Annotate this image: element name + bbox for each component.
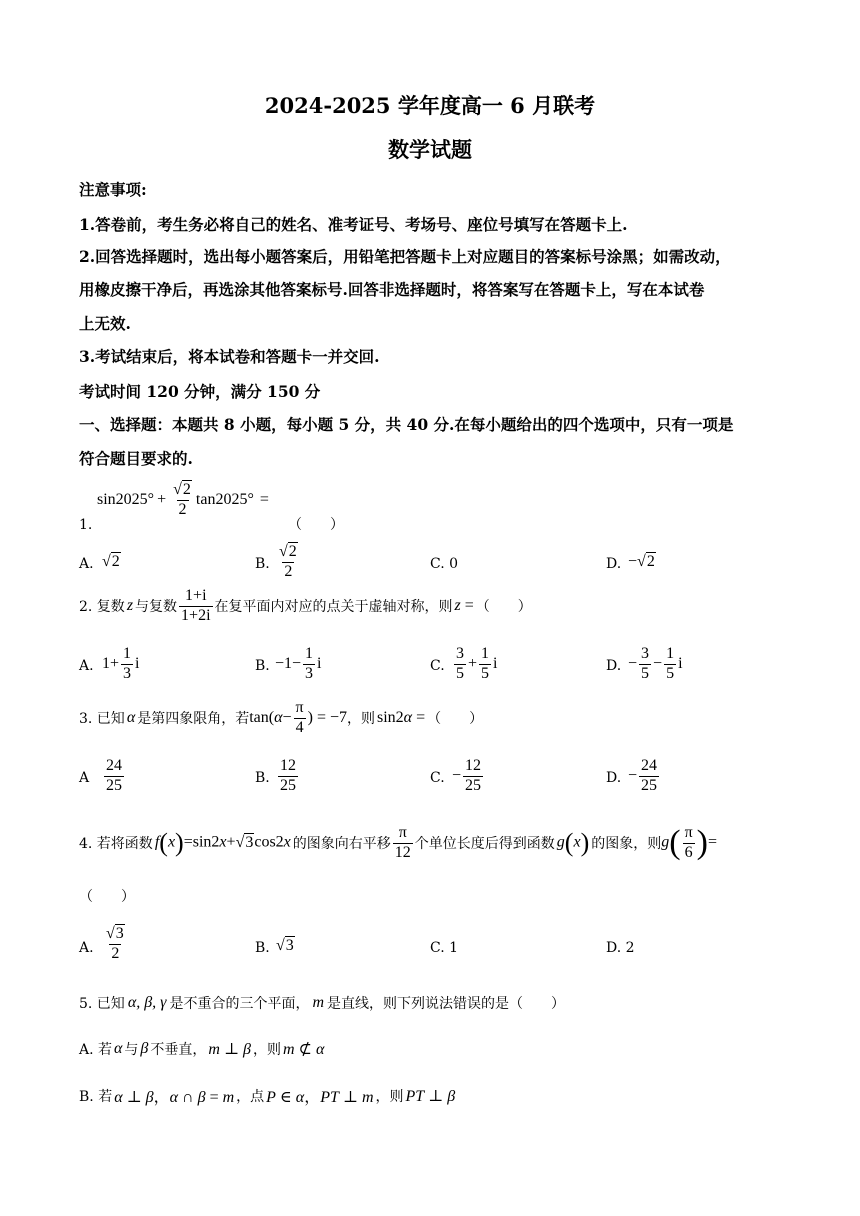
exam-title: 2024-2025 学年度高一 6 月联考 (264, 93, 596, 118)
note-item-2-line-2: 用橡皮擦干净后，再选涂其他答案标号.回答非选择题时，将答案写在答题卡上，写在本试卷 (79, 280, 705, 299)
q3-option-d-value: − $\frac{24}{25}$ (628, 757, 658, 794)
q3-option-a-label: A (79, 770, 90, 786)
q3-mid-2: ，则 (346, 711, 375, 728)
q1-option-b-label: B. (255, 556, 270, 572)
q2-prefix: 2. 复数 (79, 599, 125, 616)
q2-mid-2: 在复平面内对应的点关于虚轴对称，则 (214, 599, 453, 616)
q2-option-d-label: D. (606, 658, 622, 674)
note-item-1: 1.答卷前，考生务必将自己的姓名、准考证号、考场号、座位号填写在答题卡上. (79, 215, 628, 234)
q3-option-a-value: $\frac{24}{25}$ (106, 757, 122, 794)
q2-mid-1: 与复数 (135, 599, 178, 616)
q4-prefix: 4. 若将函数 (79, 836, 153, 852)
q5-stem: 5. 已知 α, β, γ 是不重合的三个平面， m 是直线，则下列说法错误的是（ ） (79, 994, 566, 1012)
q3-mid-1: 是第四象限角，若 (137, 711, 250, 728)
q3-blank: （ ） (427, 711, 484, 728)
q2-option-b-label: B. (255, 658, 270, 674)
q5-option-b-mid: ，点 (236, 1088, 265, 1105)
q2-option-c-label: C. (430, 658, 445, 674)
q2-option-d-value: − $\frac{3}{5}$ − $\frac{1}{5}$ i (628, 645, 683, 682)
q4-blank: （ ） (79, 889, 135, 905)
q3-option-d-label: D. (606, 770, 622, 786)
q4-stem: 4. 若将函数 f(x)=sin2x+√3cos2x 的图象向右平移 $\frac{\pi}{12}$ 个单位长度后得到函数 g(x) 的图象，则 g( $\frac{\pi}{6}$ )= (79, 823, 717, 861)
q2-option-a-label: A. (79, 658, 94, 674)
q2-stem: 2. 复数 z 与复数 $\frac{1+i}{1+2i}$ 在复平面内对应的点关于虚轴对称，则 z = （ ） (79, 587, 532, 624)
q4-option-b-label: B. (255, 940, 270, 956)
q5-option-b-prefix: B. 若 (79, 1088, 113, 1105)
q2-blank: （ ） (475, 599, 532, 616)
q1-option-d-value: −√2 (628, 553, 655, 570)
q4-option-a-value: $\frac{√3}{2}$ (106, 925, 124, 962)
q3-option-c-label: C. (430, 770, 445, 786)
q4-mid-1: 的图象向右平移 (292, 836, 391, 852)
q5-option-b-then: ，则 (375, 1088, 404, 1105)
note-item-3: 3.考试结束后，将本试卷和答题卡一并交回. (79, 347, 380, 366)
q4-mid-3: 的图象，则 (591, 836, 662, 852)
q2-option-a-value: 1+ $\frac{1}{3}$ i (102, 645, 140, 682)
q5-option-a-mid-3: ，则 (252, 1042, 281, 1058)
q1-blank: （ ） (288, 517, 344, 533)
q3-option-b-value: $\frac{12}{25}$ (280, 757, 296, 794)
q1-option-a-label: A. (79, 556, 94, 572)
q5-option-a-prefix: A. 若 (79, 1042, 113, 1058)
q5-prefix: 5. 已知 (79, 996, 125, 1012)
q5-option-a-mid-1: 与 (124, 1042, 139, 1058)
section-1-line-2: 符合题目要求的. (79, 449, 193, 468)
notes-heading: 注意事项: (79, 180, 147, 199)
q3-option-b-label: B. (255, 770, 270, 786)
note-item-2-line-3: 上无效. (79, 314, 131, 333)
q4-mid-2: 个单位长度后得到函数 (414, 836, 555, 852)
q1-option-d-label: D. (606, 556, 622, 572)
exam-time: 考试时间 120 分钟，满分 150 分 (79, 382, 321, 401)
section-1-line-1: 一、选择题：本题共 8 小题，每小题 5 分，共 40 分.在每小题给出的四个选项中，只有一项是 (79, 415, 734, 434)
exam-subtitle: 数学试题 (388, 137, 472, 162)
q3-stem: 3. 已知 α 是第四象限角，若 tan(α− $\frac{\pi}{4}$ ) = −7 ，则 sin2α = （ ） (79, 699, 484, 736)
q4-option-c: C. 1 (430, 940, 459, 956)
q5-option-b: B. 若 α ⊥ β，α ∩ β = m ，点 P ∈ α，PT ⊥ m ，则 PT ⊥ β (79, 1087, 456, 1106)
q1-option-c: C. 0 (430, 556, 459, 572)
q2-option-c-value: $\frac{3}{5}$ + $\frac{1}{5}$ i (456, 645, 498, 682)
q5-option-a-mid-2: 不垂直， (150, 1042, 207, 1058)
q4-option-b-value: √3 (276, 937, 294, 954)
q1-option-a-value: √2 (102, 553, 120, 570)
q4-option-a-label: A. (79, 940, 94, 956)
q2-option-b-value: −1− $\frac{1}{3}$ i (275, 645, 322, 682)
q3-prefix: 3. 已知 (79, 711, 125, 728)
q5-mid-2: 是直线，则下列说法错误的是（ ） (327, 996, 566, 1012)
note-item-2-line-1: 2.回答选择题时，选出每小题答案后，用铅笔把答题卡上对应题目的答案标号涂黑；如需改动， (79, 247, 731, 266)
q5-option-a: A. 若 α 与 β 不垂直， m ⊥ β ，则 m ⊄ α (79, 1040, 325, 1058)
q5-mid-1: 是不重合的三个平面， (169, 996, 310, 1012)
q4-option-d: D. 2 (606, 940, 635, 956)
q1-expression: sin2025° + $\frac{√2}{2}$ tan2025° = (97, 481, 269, 518)
q3-option-c-value: − $\frac{12}{25}$ (452, 757, 482, 794)
q1-option-b-value: $\frac{√2}{2}$ (279, 543, 297, 580)
q1-number: 1. (79, 517, 93, 533)
